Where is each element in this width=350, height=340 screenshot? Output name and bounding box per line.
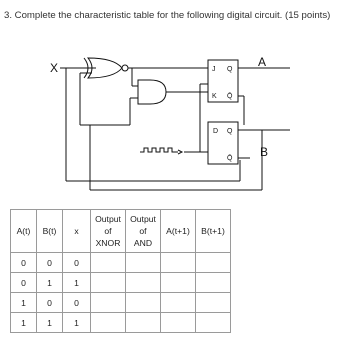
clock-signal — [140, 148, 178, 152]
cell-b-next[interactable] — [196, 313, 231, 333]
cell-and[interactable] — [126, 253, 161, 273]
cell-and[interactable] — [126, 293, 161, 313]
cell-x: 1 — [63, 313, 91, 333]
output-a-label: A — [258, 55, 267, 69]
cell-a-next[interactable] — [161, 293, 196, 313]
header-and-line3: AND — [133, 238, 153, 248]
cell-a: 0 — [11, 253, 37, 273]
and-gate-body — [138, 80, 166, 104]
table-header-row — [11, 210, 231, 253]
cell-a: 1 — [11, 293, 37, 313]
header-b: B(t) — [37, 210, 63, 253]
question-text: 3. Complete the characteristic table for the following digital circuit. (15 points) — [4, 10, 331, 21]
cell-xnor[interactable] — [91, 313, 126, 333]
xnor-gate-bubble — [122, 65, 128, 71]
table-row — [11, 253, 231, 273]
header-xnor-output — [91, 210, 126, 253]
header-a: A(t) — [11, 210, 37, 253]
cell-a-next[interactable] — [161, 273, 196, 293]
table-row — [11, 293, 231, 313]
cell-and[interactable] — [126, 313, 161, 333]
characteristic-table — [10, 209, 231, 333]
header-xnor-line2: of — [104, 226, 112, 236]
cell-x: 0 — [63, 293, 91, 313]
cell-a-next[interactable] — [161, 313, 196, 333]
cell-b: 1 — [37, 313, 63, 333]
header-xnor-line1: Output — [95, 214, 121, 224]
jk-pin-qbar: Q̄ — [227, 93, 233, 100]
header-a-next: A(t+1) — [161, 210, 196, 253]
cell-xnor[interactable] — [91, 293, 126, 313]
d-pin-q: Q — [227, 128, 233, 135]
cell-b-next[interactable] — [196, 293, 231, 313]
cell-x: 0 — [63, 253, 91, 273]
cell-a: 0 — [11, 273, 37, 293]
header-and-output — [126, 210, 161, 253]
cell-a-next[interactable] — [161, 253, 196, 273]
cell-a: 1 — [11, 313, 37, 333]
jk-pin-k: K — [212, 93, 217, 100]
table-row — [11, 273, 231, 293]
cell-and[interactable] — [126, 273, 161, 293]
header-and-line1: Output — [130, 214, 156, 224]
header-and-line2: of — [139, 226, 147, 236]
d-pin-d: D — [213, 128, 219, 135]
jk-pin-j: J — [212, 66, 216, 73]
jk-pin-q: Q — [227, 66, 233, 73]
cell-b-next[interactable] — [196, 253, 231, 273]
cell-b: 1 — [37, 273, 63, 293]
header-xnor-line3: XNOR — [95, 238, 121, 248]
cell-b: 0 — [37, 293, 63, 313]
output-b-label: B — [260, 145, 269, 159]
cell-x: 1 — [63, 273, 91, 293]
header-x: x — [63, 210, 91, 253]
cell-b: 0 — [37, 253, 63, 273]
cell-b-next[interactable] — [196, 273, 231, 293]
cell-xnor[interactable] — [91, 273, 126, 293]
cell-xnor[interactable] — [91, 253, 126, 273]
input-x-label: X — [50, 61, 59, 75]
table-row — [11, 313, 231, 333]
d-pin-qbar: Q̄ — [227, 155, 233, 162]
header-b-next: B(t+1) — [196, 210, 231, 253]
